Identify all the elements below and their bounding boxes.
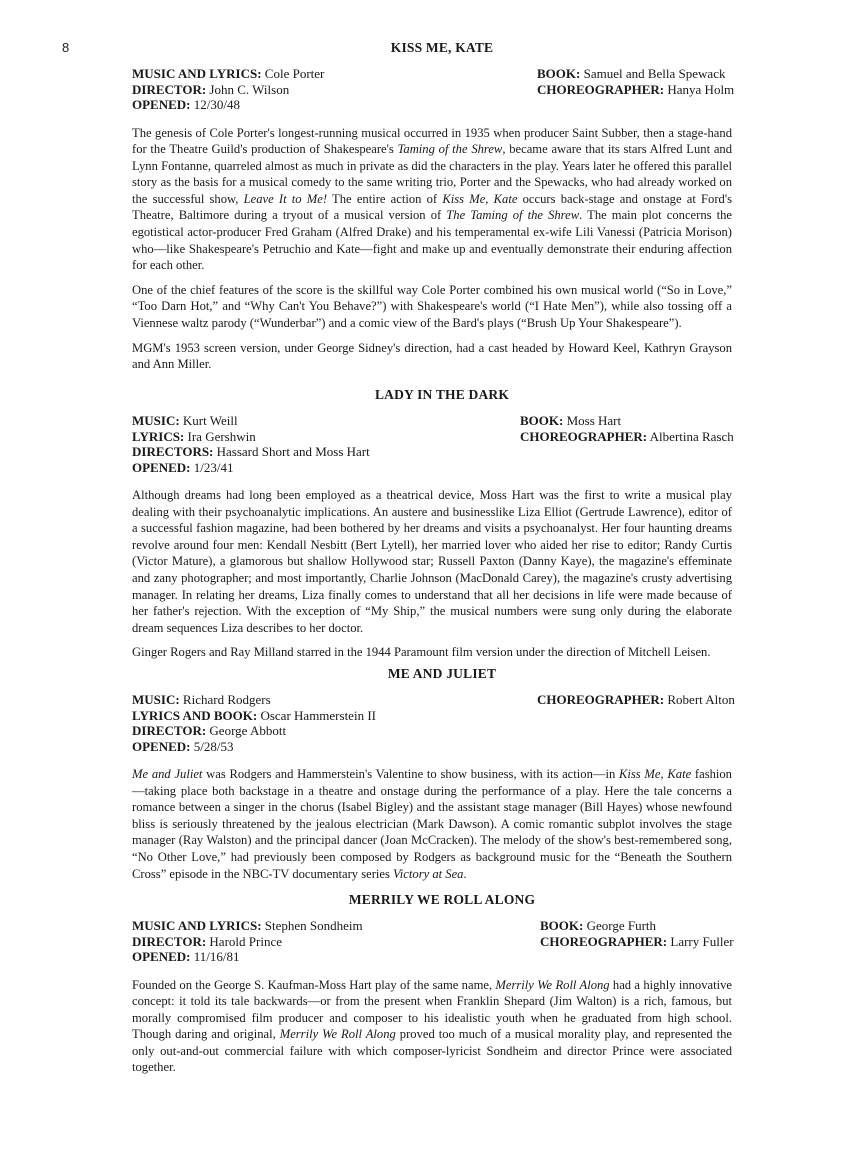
synopsis-paragraph: Although dreams had long been employed as a theatrical device, Moss Hart was the first to write a musical play dealing with their psychoanalytic implications. An austere and businesslike Liza Elliot (Gertrude Lawrence), editor of a successful fashion magazine, had been bothered by her dreams and visits a psychoanalyst. Her four haunting dreams revolve around four men: Kendall Nesbitt (Bert Lytell), her married lover who aided her rise to editor; Randy Curtis (Victor Mature), a glamorous but shallow Hollywood star; Russell Paxton (Danny Kaye), the magazine's effeminate and zany photographer; and most importantly, Charlie Johnson (MacDonald Carey), the magazine's crusty advertising manager. In relating her dreams, Liza finally comes to understand that all her decisions in life were made because of her father's rejection. With the exception of “My Ship,” the musical numbers were sung only during the elaborate dream sequences Liza describes to her doctor.	[132, 488, 732, 635]
credits	[132, 918, 732, 965]
credit-book: BOOK: Moss Hart	[520, 413, 622, 428]
synopsis-paragraph: Founded on the George S. Kaufman-Moss Hart play of the same name, Merrily We Roll Along had a highly innovative concept: it told its tale backwards—or from the present when Franklin Shepard (Jim Walton) is a rich, famous, but morally compromised film producer and composer to his idealistic youth when he graduated from high school. Though daring and original, Merrily We Roll Along proved too much of a musical morality play, and represented the only out-and-out commercial failure with which composer-lyricist Sondheim and director Prince were associated together.	[132, 977, 732, 1075]
credit-music: MUSIC: Richard Rodgers	[132, 692, 271, 707]
entry-me-and-juliet	[132, 666, 735, 882]
credit-opened: OPENED: 5/28/53	[132, 738, 234, 754]
entry-title: KISS ME, KATE	[390, 40, 494, 55]
entry-title: MERRILY WE ROLL ALONG	[348, 892, 536, 907]
credit-opened: OPENED: 12/30/48	[132, 97, 240, 112]
credits-right	[537, 66, 734, 97]
credit-music-lyrics: MUSIC AND LYRICS: Stephen Sondheim	[132, 918, 363, 933]
credits	[132, 413, 732, 475]
score-paragraph: One of the chief features of the score is the skillful way Cole Porter combined his own musical world (“So in Love,” “Too Darn Hot,” and “Why Can't You Behave?”) with Shakespeare's world (“I Hate Men”), while also tossing off a Viennese waltz parody (“Wunderbar”) and a comic view of the Bard's plays (“Brush Up Your Shakespeare”).	[132, 282, 732, 331]
credit-music: MUSIC: Kurt Weill	[132, 413, 238, 428]
credits-right	[540, 918, 734, 949]
credit-book: BOOK: Samuel and Bella Spewack	[537, 66, 726, 81]
credit-director: DIRECTOR: Harold Prince	[132, 933, 282, 949]
credits-right	[537, 692, 735, 708]
credit-choreographer: CHOREOGRAPHER: Hanya Holm	[537, 81, 735, 97]
film-paragraph: MGM's 1953 screen version, under George Sidney's direction, had a cast headed by Howard Keel, Kathryn Grayson and Ann Miller.	[132, 340, 732, 372]
credit-book: BOOK: George Furth	[540, 918, 657, 933]
synopsis-paragraph: Me and Juliet was Rodgers and Hammerstein's Valentine to show business, with its action—in Kiss Me, Kate fashion—taking place both backstage in a theatre and onstage during the performance of a play. Here the tale concerns a romance between a singer in the chorus (Isabel Bigley) and the assistant stage manager (Bill Hayes) whose newfound bliss is seriously threatened by the jealous electrician (Mark Dawson). A comic romantic subplot involves the stage manager (Ray Walston) and the principal dancer (Joan McCracken). The melody of the show's best-remembered song, “No Other Love,” had previously been composed by Rodgers as background music for the “Beneath the Southern Cross” episode in the NBC-TV documentary series Victory at Sea.	[132, 767, 732, 881]
credit-directors: DIRECTORS: Hassard Short and Moss Hart	[132, 444, 370, 459]
credits-right	[520, 413, 734, 444]
credit-director: DIRECTOR: George Abbott	[132, 723, 287, 738]
film-paragraph: Ginger Rogers and Ray Milland starred in the 1944 Paramount film version under the direction of Mitchell Leisen.	[132, 645, 711, 660]
entry-title: LADY IN THE DARK	[374, 387, 510, 402]
entry-kiss-me-kate	[132, 40, 735, 373]
credit-lyrics-and-book: LYRICS AND BOOK: Oscar Hammerstein II	[132, 707, 376, 723]
entry-merrily-we-roll-along	[132, 892, 732, 1076]
credit-director: DIRECTOR: John C. Wilson	[132, 81, 290, 97]
synopsis-paragraph: The genesis of Cole Porter's longest-running musical occurred in 1935 when producer Saint Subber, then a stage-hand for the Theatre Guild's production of Shakespeare's Taming of the Shrew, became aware that its stars Alfred Lunt and Lynn Fontanne, quarreled almost as much in private as did the characters in the play. Years later he offered this parallel story as the basis for a musical comedy to the same writing trio, Porter and the Spewacks, who had already worked on the successful show, Leave It to Me! The entire action of Kiss Me, Kate occurs back-stage and onstage at Ford's Theatre, Baltimore during a tryout of a musical version of The Taming of the Shrew. The main plot concerns the egotistical actor-producer Fred Graham (Alfred Drake) and his temperamental ex-wife Lili Vanessi (Patricia Morison) who—like Shakespeare's Petruchio and Kate—fight and make up and eventually demonstrate their enduring affection for each other.	[132, 125, 733, 273]
credit-choreographer: CHOREOGRAPHER: Robert Alton	[537, 692, 735, 707]
credit-lyrics: LYRICS: Ira Gershwin	[132, 428, 256, 444]
credit-choreographer: CHOREOGRAPHER: Larry Fuller	[540, 933, 734, 949]
credits	[132, 66, 735, 113]
credit-opened: OPENED: 11/16/81	[132, 949, 240, 964]
page-number: 8	[62, 40, 70, 55]
entry-lady-in-the-dark	[132, 387, 732, 661]
credit-opened: OPENED: 1/23/41	[132, 459, 234, 475]
credits	[132, 692, 735, 754]
credit-choreographer: CHOREOGRAPHER: Albertina Rasch	[520, 428, 734, 444]
entry-title: ME AND JULIET	[387, 666, 497, 681]
credit-music-lyrics: MUSIC AND LYRICS: Cole Porter	[132, 66, 325, 81]
